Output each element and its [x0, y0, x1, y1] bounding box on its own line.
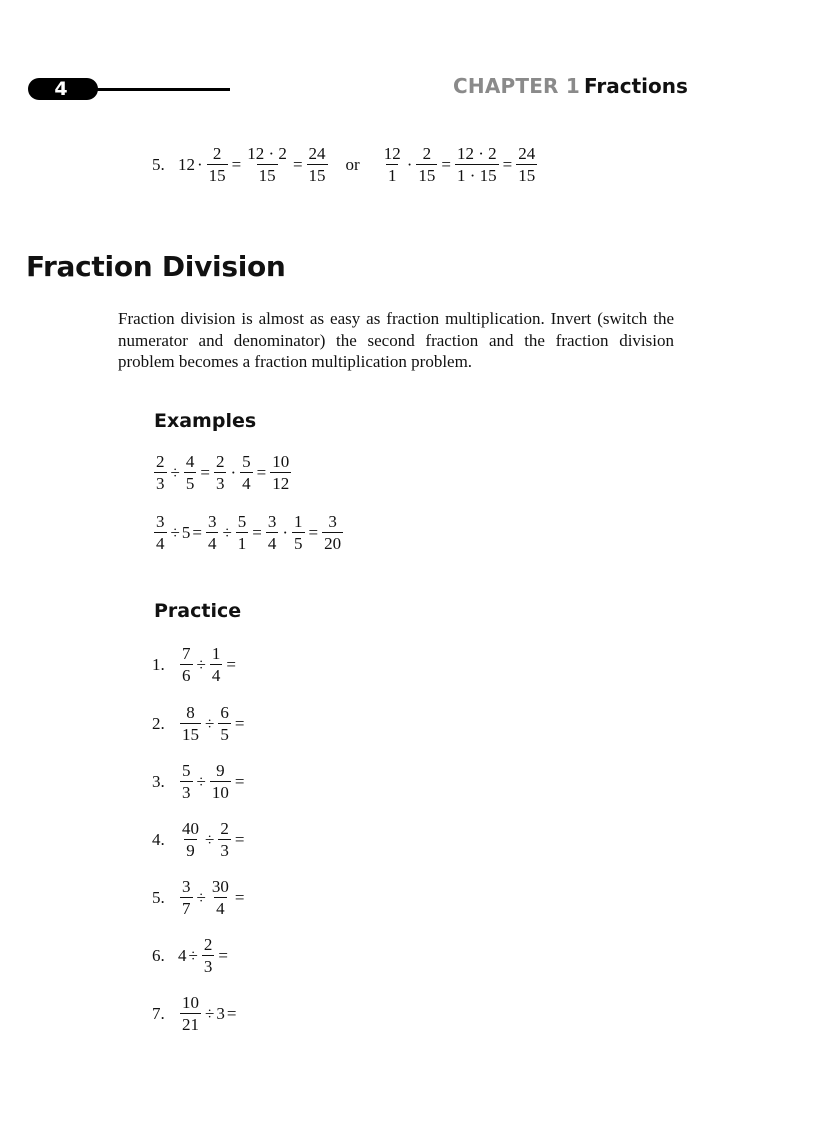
numerator: 2 — [220, 819, 229, 838]
fraction — [214, 453, 227, 492]
numerator: 2 — [422, 144, 432, 163]
numerator: 4 — [185, 452, 195, 471]
practice-item-7 — [152, 994, 238, 1033]
operator: · — [282, 523, 289, 542]
numerator: 3 — [267, 512, 277, 531]
fraction — [210, 878, 231, 917]
denominator: 10 — [211, 783, 229, 802]
chapter-label: CHAPTER 1 — [453, 74, 580, 98]
fraction — [210, 645, 223, 684]
fraction — [180, 878, 193, 917]
numerator: 2 — [203, 935, 213, 954]
numerator: 3 — [328, 512, 337, 531]
fraction — [416, 145, 437, 184]
operator: = — [226, 655, 236, 674]
denominator: 6 — [182, 666, 191, 685]
item-number: 5. — [152, 888, 165, 907]
fraction — [218, 704, 231, 743]
page-number: 4 — [54, 78, 68, 100]
numerator: 1 — [294, 512, 303, 531]
page-number-badge — [28, 78, 98, 100]
fraction — [180, 994, 201, 1033]
practice-item-3 — [152, 762, 246, 801]
denominator: 15 — [182, 725, 199, 744]
operator: = — [256, 463, 267, 482]
fraction — [455, 145, 499, 184]
numerator: 10 — [272, 452, 290, 471]
numerator: 3 — [207, 512, 217, 531]
operator: ÷ — [205, 714, 215, 733]
operator: = — [308, 523, 319, 542]
item-number: 1. — [152, 655, 165, 674]
operator: = — [252, 523, 262, 542]
fraction — [184, 453, 197, 492]
fraction — [180, 820, 201, 859]
denominator: 4 — [216, 899, 225, 918]
numerator: 3 — [156, 512, 165, 531]
numerator: 24 — [518, 144, 536, 163]
intro-paragraph: Fraction division is almost as easy as fraction multiplication. Invert (switch the numerator and denominator) the second fraction and the fraction division problem becomes a fraction multiplication problem. — [118, 309, 674, 371]
fraction — [154, 453, 167, 492]
numerator: 30 — [211, 877, 229, 896]
item-number: 6. — [152, 946, 165, 965]
fraction — [236, 513, 249, 552]
practice-item-1 — [152, 645, 238, 684]
denominator: 4 — [211, 666, 221, 685]
fraction — [180, 762, 193, 801]
denominator: 4 — [156, 534, 165, 553]
denominator: 3 — [215, 474, 225, 493]
fraction — [154, 513, 167, 552]
numerator: 9 — [216, 761, 225, 780]
denominator: 15 — [308, 166, 326, 185]
operator: = — [441, 155, 451, 174]
header-rule — [90, 88, 230, 91]
numerator: 12 · 2 — [247, 144, 287, 163]
operator: = — [231, 155, 242, 174]
fraction — [218, 820, 231, 859]
denominator: 15 — [208, 166, 226, 185]
fraction — [292, 513, 305, 552]
numerator: 40 — [182, 819, 199, 838]
numerator: 2 — [215, 452, 225, 471]
solution-5 — [152, 145, 539, 184]
operator: = — [192, 523, 202, 542]
chapter-title: Fractions — [584, 74, 688, 98]
operator: · — [230, 463, 237, 482]
fraction — [270, 453, 291, 492]
operator: = — [502, 155, 513, 174]
denominator: 15 — [518, 166, 536, 185]
numerator: 1 — [211, 644, 221, 663]
item-number: 2. — [152, 714, 165, 733]
numerator: 5 — [237, 512, 247, 531]
numerator: 2 — [212, 144, 222, 163]
numerator: 5 — [242, 452, 251, 471]
denominator: 21 — [182, 1015, 199, 1034]
numerator: 5 — [182, 761, 191, 780]
operator: = — [234, 830, 245, 849]
operator: = — [234, 772, 245, 791]
denominator: 3 — [156, 474, 165, 493]
denominator: 15 — [418, 166, 436, 185]
denominator: 12 — [272, 474, 290, 493]
operator: · — [197, 155, 203, 174]
numerator: 24 — [308, 144, 326, 163]
fraction — [307, 145, 328, 184]
fraction — [202, 936, 215, 975]
fraction — [180, 645, 193, 684]
practice-item-4 — [152, 820, 246, 859]
denominator: 5 — [185, 474, 195, 493]
numerator: 8 — [186, 703, 195, 722]
example-2 — [152, 513, 345, 552]
denominator: 3 — [220, 841, 229, 860]
denominator: 7 — [182, 899, 191, 918]
numerator: 12 · 2 — [456, 144, 497, 163]
denominator: 4 — [242, 474, 251, 493]
operator: ÷ — [196, 888, 206, 907]
operator: = — [234, 714, 245, 733]
fraction — [206, 513, 219, 552]
denominator: 5 — [294, 534, 303, 553]
or-word: or — [345, 155, 360, 174]
fraction — [322, 513, 343, 552]
operator: = — [226, 1004, 237, 1023]
item-number: 7. — [152, 1004, 165, 1023]
fraction — [207, 145, 228, 184]
whole-number: 3 — [216, 1004, 225, 1023]
numerator: 2 — [156, 452, 165, 471]
fraction — [210, 762, 231, 801]
operator: = — [200, 463, 210, 482]
practice-item-2 — [152, 704, 246, 743]
example-1 — [152, 453, 293, 492]
denominator: 1 — [237, 534, 247, 553]
denominator: 4 — [267, 534, 277, 553]
denominator: 1 — [387, 166, 397, 185]
denominator: 4 — [207, 534, 217, 553]
operator: ÷ — [196, 772, 206, 791]
fraction — [266, 513, 279, 552]
whole-number: 12 — [178, 155, 195, 174]
denominator: 9 — [186, 841, 195, 860]
operator: · — [406, 155, 413, 174]
numerator: 7 — [182, 644, 191, 663]
section-title: Fraction Division — [26, 250, 286, 283]
denominator: 15 — [258, 166, 276, 185]
item-number: 5. — [152, 155, 165, 174]
fraction — [382, 145, 403, 184]
operator: ÷ — [205, 830, 215, 849]
operator: = — [292, 155, 303, 174]
practice-item-5 — [152, 878, 246, 917]
item-number: 4. — [152, 830, 165, 849]
practice-heading: Practice — [154, 600, 242, 622]
denominator: 3 — [182, 783, 191, 802]
denominator: 1 · 15 — [456, 166, 497, 185]
operator: = — [218, 946, 228, 965]
denominator: 3 — [203, 957, 213, 976]
operator: = — [234, 888, 245, 907]
whole-number: 4 — [178, 946, 187, 965]
numerator: 6 — [220, 703, 229, 722]
operator: ÷ — [222, 523, 232, 542]
operator: ÷ — [205, 1004, 215, 1023]
denominator: 20 — [324, 534, 342, 553]
fraction — [240, 453, 253, 492]
fraction — [180, 704, 201, 743]
operator: ÷ — [188, 946, 198, 965]
whole-number: 5 — [181, 523, 191, 542]
numerator: 10 — [182, 993, 199, 1012]
item-number: 3. — [152, 772, 165, 791]
examples-heading: Examples — [154, 410, 257, 432]
operator: ÷ — [170, 523, 180, 542]
operator: ÷ — [196, 655, 206, 674]
practice-item-6 — [152, 936, 230, 975]
numerator: 3 — [182, 877, 191, 896]
operator: ÷ — [170, 463, 180, 482]
denominator: 5 — [220, 725, 229, 744]
numerator: 12 — [383, 144, 401, 163]
fraction — [245, 145, 289, 184]
fraction — [516, 145, 537, 184]
